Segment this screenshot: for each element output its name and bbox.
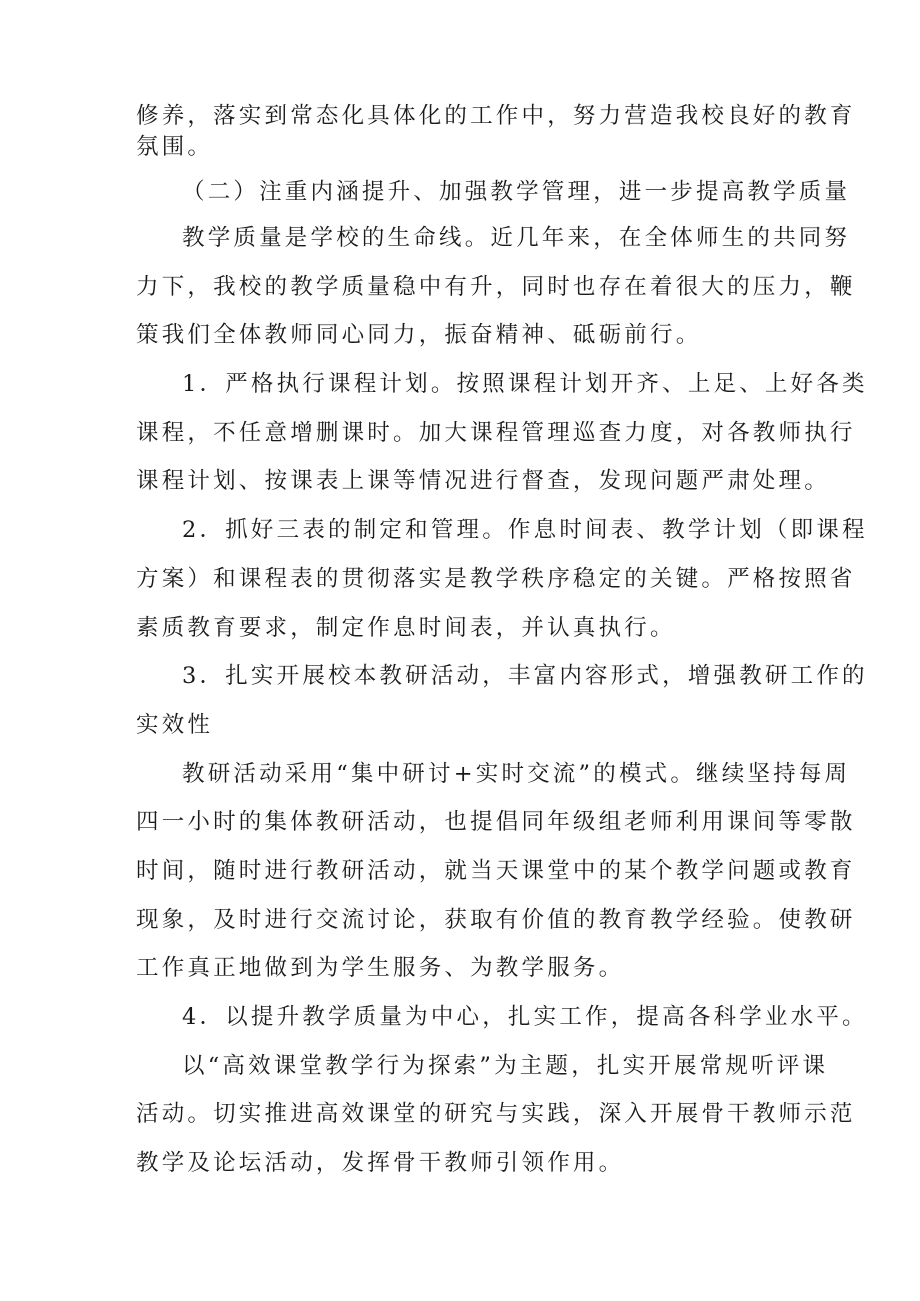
text-line: 素质教育要求，制定作息时间表，并认真执行。 bbox=[136, 615, 676, 641]
text-line: 以“高效课堂教学行为探索”为主题，扎实开展常规听评课 bbox=[182, 1053, 829, 1079]
text-line: 时间，随时进行教研活动，就当天课堂中的某个教学问题或教育 bbox=[136, 858, 856, 884]
text-line: 氛围。 bbox=[136, 134, 214, 160]
text-line: 3．扎实开展校本教研活动，丰富内容形式，增强教研工作的 bbox=[182, 663, 868, 689]
section-heading: （二）注重内涵提升、加强教学管理，进一步提高教学质量 bbox=[182, 179, 851, 205]
text-line: 策我们全体教师同心同力，振奋精神、砥砺前行。 bbox=[136, 322, 702, 348]
text-line: 课程计划、按课表上课等情况进行督查，发现问题严肃处理。 bbox=[136, 468, 830, 494]
text-line: 力下，我校的教学质量稳中有升，同时也存在着很大的压力，鞭 bbox=[136, 274, 856, 300]
text-line: 方案）和课程表的贯彻落实是教学秩序稳定的关键。严格按照省 bbox=[136, 566, 856, 592]
text-line: 教学质量是学校的生命线。近几年来，在全体师生的共同努 bbox=[182, 225, 851, 251]
text-line: 课程，不任意增删课时。加大课程管理巡查力度，对各教师执行 bbox=[136, 420, 856, 446]
text-line: 4．以提升教学质量为中心，扎实工作，提高各科学业水平。 bbox=[182, 1004, 868, 1030]
text-line: 实效性 bbox=[136, 712, 214, 738]
text-line: 2．抓好三表的制定和管理。作息时间表、教学计划（即课程 bbox=[182, 517, 868, 543]
text-line: 现象，及时进行交流讨论，获取有价值的教育教学经验。使教研 bbox=[136, 907, 856, 933]
text-line: 修养，落实到常态化具体化的工作中，努力营造我校良好的教育 bbox=[136, 103, 856, 129]
text-line: 活动。切实推进高效课堂的研究与实践，深入开展骨干教师示范 bbox=[136, 1101, 856, 1127]
text-line: 教研活动采用“集中研讨+实时交流”的模式。继续坚持每周 bbox=[182, 761, 851, 787]
text-line: 1．严格执行课程计划。按照课程计划开齐、上足、上好各类 bbox=[182, 371, 868, 397]
text-line: 四一小时的集体教研活动，也提倡同年级组老师利用课间等零散 bbox=[136, 809, 856, 835]
text-line: 教学及论坛活动，发挥骨干教师引领作用。 bbox=[136, 1150, 625, 1176]
text-line: 工作真正地做到为学生服务、为教学服务。 bbox=[136, 955, 625, 981]
